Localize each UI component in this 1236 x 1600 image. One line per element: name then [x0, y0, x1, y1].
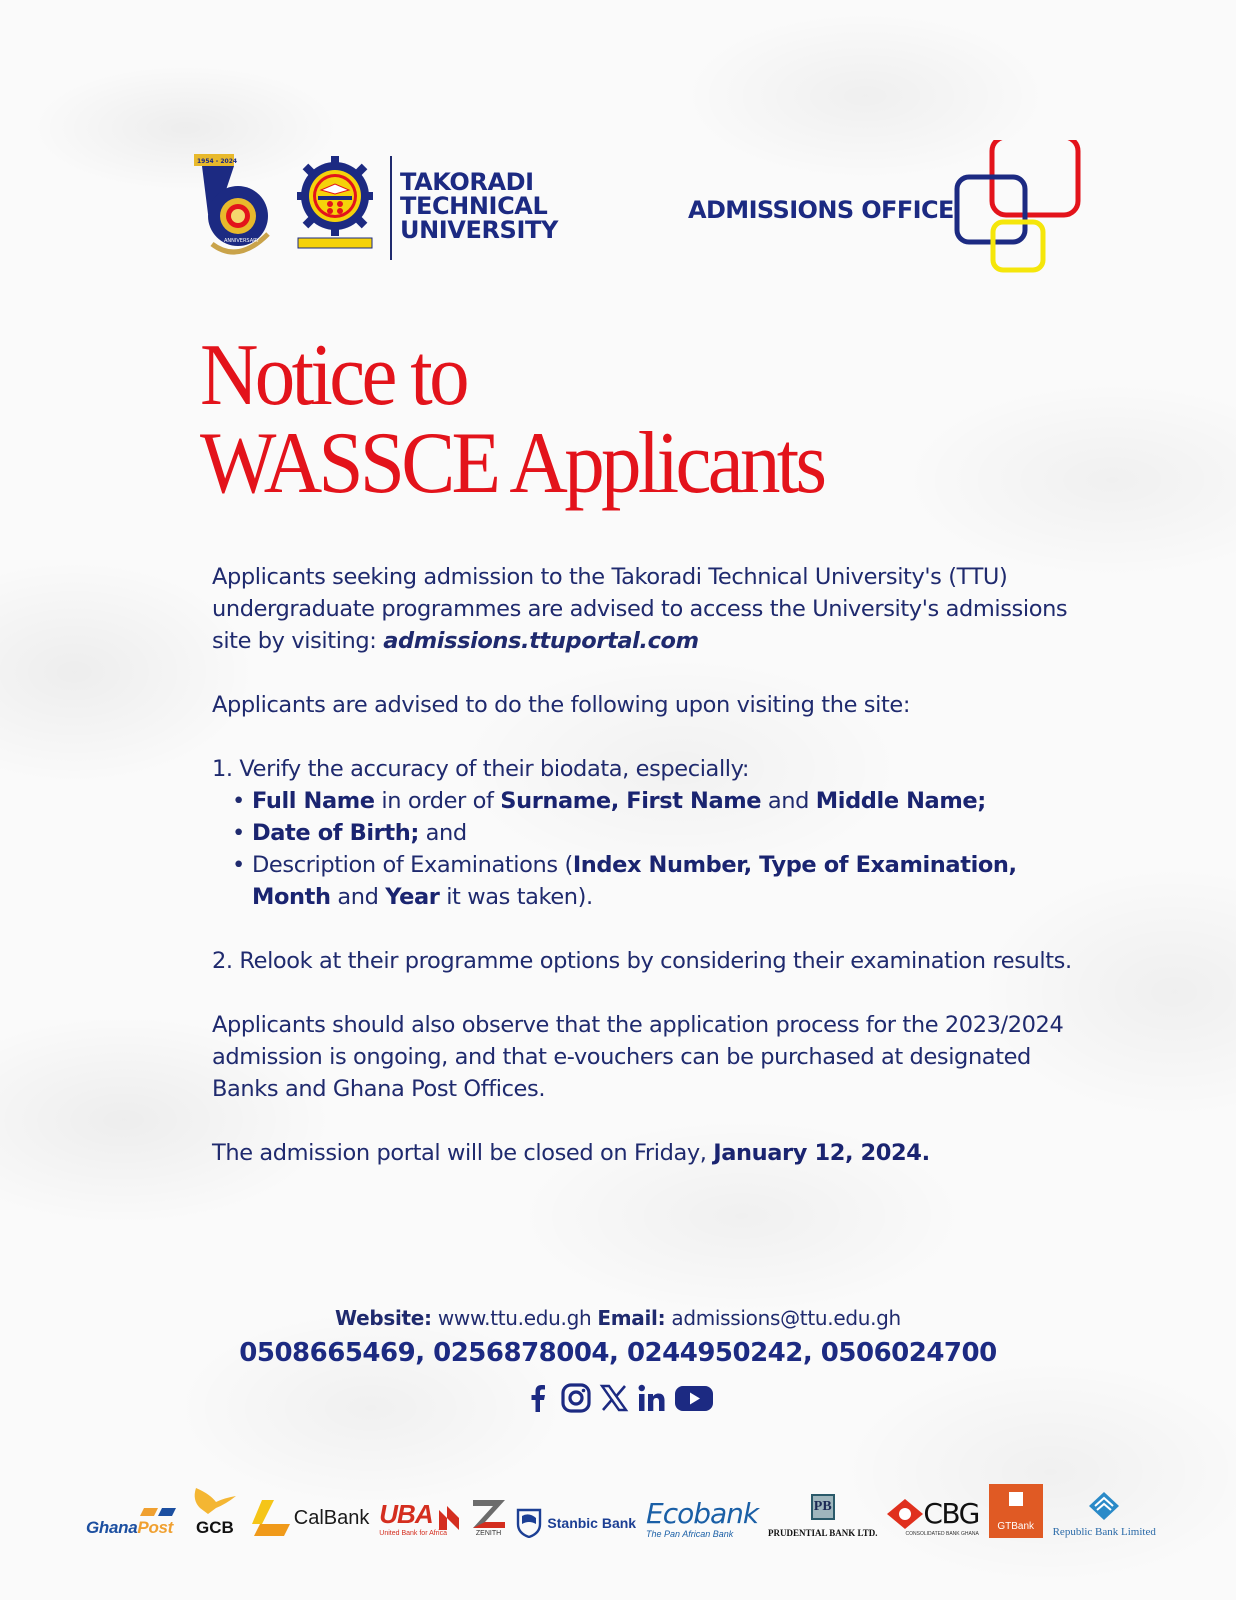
- emphasis: Surname, First Name: [500, 788, 762, 814]
- anniversary-years: 1954 - 2024: [197, 158, 238, 165]
- biodata-list: [228, 785, 1092, 913]
- observe-paragraph: Applicants should also observe that the application process for the 2023/2024 admission is ongoing, and that e-vouchers can be purchased at designated Banks and Ghana Post Offices.: [212, 1012, 1064, 1102]
- ghanapost-text: Post: [137, 1518, 174, 1537]
- linkedin-icon[interactable]: [636, 1382, 668, 1414]
- university-name-line: TAKORADI: [400, 168, 534, 196]
- partner-banks: [86, 1478, 1156, 1538]
- gtbank-logo: [989, 1484, 1043, 1538]
- website-label: Website:: [335, 1306, 432, 1330]
- emphasis: Index Number, Type of Examination, Month: [252, 852, 1017, 910]
- ghanapost-text: Ghana: [86, 1518, 138, 1537]
- prudential-text: PRUDENTIAL BANK LTD.: [768, 1528, 878, 1538]
- ecobank-subtitle: The Pan African Bank: [646, 1529, 734, 1539]
- emphasis: Date of Birth;: [252, 820, 419, 846]
- emphasis: Year: [385, 884, 440, 910]
- university-name-line: UNIVERSITY: [400, 216, 558, 244]
- text: and: [761, 788, 816, 814]
- calbank-mark-icon: [250, 1498, 292, 1538]
- closing-date: January 12, 2024.: [713, 1140, 930, 1166]
- prudential-mark-icon: PB: [811, 1494, 835, 1520]
- 70th-anniversary-logo: [194, 154, 280, 258]
- uba-logo: [379, 1499, 460, 1538]
- ecobank-logo: [646, 1497, 758, 1538]
- uba-subtitle: United Bank for Africa: [379, 1530, 447, 1537]
- notice-title: [200, 327, 1010, 512]
- cbg-text: CBG: [923, 1497, 979, 1530]
- emphasis: Middle Name;: [815, 788, 986, 814]
- list-item: [228, 849, 1092, 913]
- gtbank-square-icon: [1009, 1492, 1023, 1506]
- text: Description of Examinations (: [252, 852, 573, 878]
- list-item: [228, 785, 1092, 817]
- step-1-lead: 1. Verify the accuracy of their biodata, especially:: [212, 756, 750, 782]
- youtube-icon[interactable]: [674, 1382, 714, 1414]
- gcb-logo: [190, 1486, 240, 1538]
- header-divider: [390, 156, 392, 260]
- email-link[interactable]: admissions@ttu.edu.gh: [671, 1306, 901, 1330]
- gcb-text: GCB: [196, 1518, 234, 1537]
- cbg-subtitle: CONSOLIDATED BANK GHANA: [905, 1531, 979, 1537]
- gcb-eagle-icon: [190, 1486, 240, 1518]
- website-link[interactable]: www.ttu.edu.gh: [437, 1306, 592, 1330]
- notice-body: [212, 561, 1092, 1201]
- republic-bank-logo: [1053, 1492, 1156, 1538]
- text: and: [330, 884, 386, 910]
- zenith-z-icon: [471, 1498, 507, 1530]
- admissions-portal-link[interactable]: admissions.ttuportal.com: [383, 628, 699, 654]
- closing-paragraph: [212, 1137, 1092, 1169]
- text: it was taken).: [439, 884, 593, 910]
- facebook-icon[interactable]: [522, 1382, 554, 1414]
- ghanapost-mark-icon: [140, 1508, 180, 1518]
- social-links: [0, 1382, 1236, 1414]
- university-name: [400, 170, 558, 242]
- text: and: [418, 820, 467, 846]
- title-line-1: Notice to: [200, 327, 466, 424]
- uba-text: UBA: [379, 1499, 433, 1529]
- instagram-icon[interactable]: [560, 1382, 592, 1414]
- contact-line: [0, 1306, 1236, 1330]
- header: [190, 140, 1100, 280]
- gtbank-text: GTBank: [997, 1521, 1035, 1532]
- admissions-office-label: ADMISSIONS OFFICE: [688, 196, 954, 224]
- intro-paragraph: [212, 561, 1092, 657]
- ttu-crest-logo: [294, 156, 376, 252]
- step-2: 2. Relook at their programme options by considering their examination results.: [212, 948, 1072, 974]
- calbank-text: CalBank: [293, 1506, 370, 1529]
- zenith-logo: [471, 1498, 507, 1538]
- ghanapost-logo: [86, 1508, 180, 1538]
- zenith-text: ZENITH: [475, 1530, 502, 1537]
- cbg-mark-icon: [887, 1499, 923, 1529]
- list-item: [228, 817, 1092, 849]
- advice-lead: Applicants are advised to do the following upon visiting the site:: [212, 692, 910, 718]
- email-label: Email:: [597, 1306, 666, 1330]
- republic-bank-text: Republic Bank Limited: [1052, 1526, 1156, 1538]
- title-line-2: WASSCE Applicants: [200, 415, 824, 512]
- ecobank-text: Ecobank: [646, 1497, 759, 1530]
- calbank-logo: [250, 1498, 370, 1538]
- text: in order of: [374, 788, 501, 814]
- phone-numbers: 0508665469, 0256878004, 0244950242, 0506024700: [239, 1338, 997, 1368]
- cbg-logo: [887, 1497, 978, 1538]
- anniversary-ribbon: ANNIVERSARY: [224, 238, 260, 244]
- stanbic-shield-icon: [516, 1508, 542, 1538]
- x-icon[interactable]: [598, 1382, 630, 1414]
- prudential-logo: [768, 1494, 877, 1538]
- stanbic-logo: [516, 1508, 636, 1538]
- step-1: [212, 753, 1092, 913]
- interlocking-squares-graphic: [952, 140, 1092, 280]
- contact-section: [0, 1306, 1236, 1414]
- university-name-line: TECHNICAL: [400, 192, 548, 220]
- stanbic-text: Stanbic Bank: [547, 1515, 637, 1531]
- republic-bank-mark-icon: [1089, 1492, 1119, 1526]
- uba-mark-icon: [437, 1504, 461, 1530]
- emphasis: Full Name: [252, 788, 375, 814]
- intro-text: Applicants seeking admission to the Takoradi Technical University's (TTU) undergraduate programmes are advised to access the University's admissions site by visiting:: [212, 564, 1068, 654]
- closing-text: The admission portal will be closed on Friday,: [212, 1140, 714, 1166]
